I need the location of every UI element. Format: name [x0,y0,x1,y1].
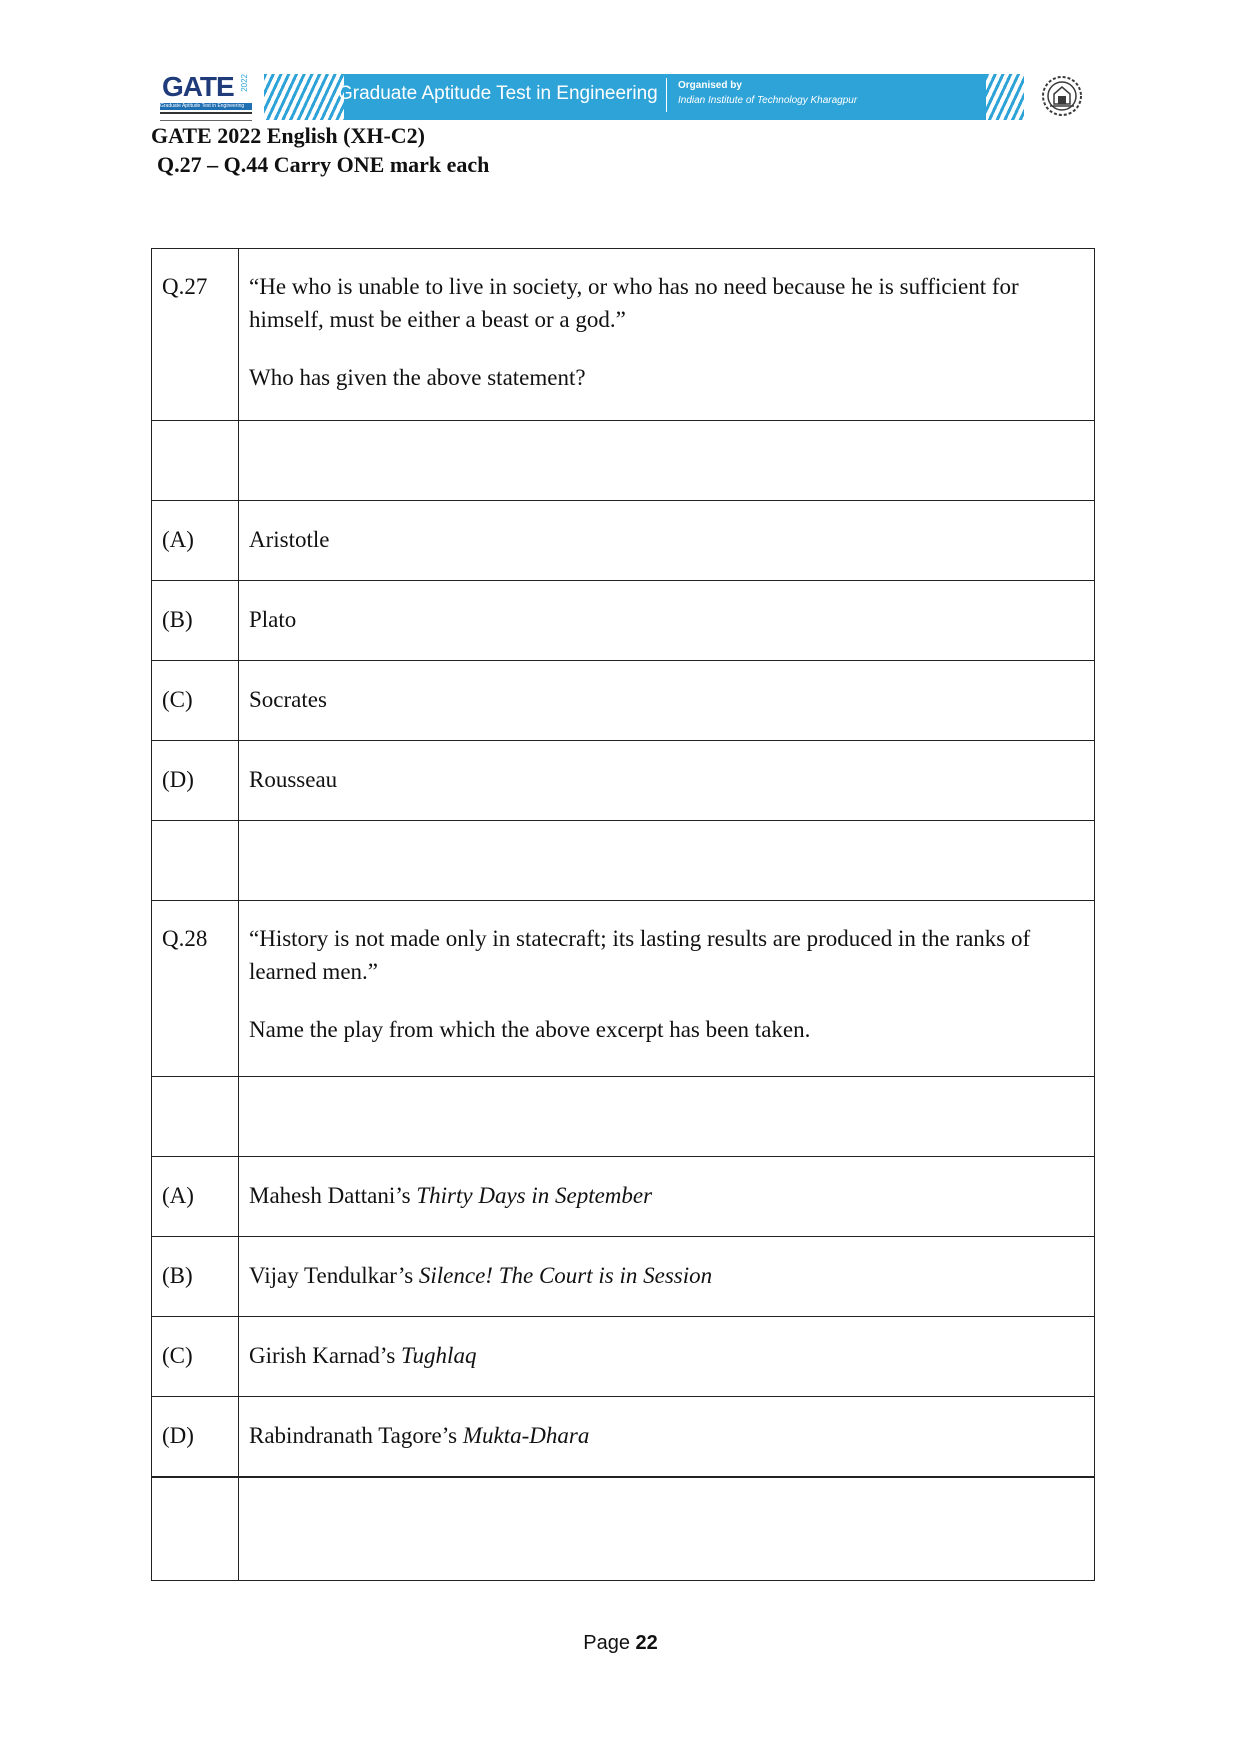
gate-logo-text: GATE [162,71,234,102]
option-author: Rabindranath Tagore’s [249,1423,463,1448]
question-number: Q.28 [152,901,239,1077]
option-row [152,1157,1095,1237]
section-title: Q.27 – Q.44 Carry ONE mark each [157,152,490,177]
document-title: GATE 2022 English (XH-C2) [151,123,426,148]
option-text: Plato [239,581,1095,661]
option-label: (B) [152,581,239,661]
question-quote: “He who is unable to live in society, or who has no need because he is sufficient for himself, must be either a beast or a god.” [249,274,1019,332]
spacer-row [152,1077,1095,1157]
option-text [239,1397,1095,1477]
option-author: Mahesh Dattani’s [249,1183,417,1208]
option-row [152,661,1095,741]
question-prompt: Who has given the above statement? [249,365,586,390]
option-text [239,1237,1095,1317]
option-label: (D) [152,1397,239,1477]
banner-organised-by: Organised by [678,80,742,91]
option-play-title: Tughlaq [401,1343,477,1368]
option-author: Girish Karnad’s [249,1343,402,1368]
option-play-title: Mukta-Dhara [462,1423,590,1448]
question-row [152,249,1095,421]
page-footer [0,1630,1241,1656]
question-quote: “History is not made only in statecraft; its lasting results are produced in the ranks of learned men.” [249,926,1031,984]
gate-logo-tagline: Graduate Aptitude Test in Engineering [160,103,252,110]
option-text [239,1157,1095,1237]
option-row [152,1397,1095,1477]
iit-emblem-icon [1040,74,1084,118]
gate-logo [160,72,256,122]
question-prompt: Name the play from which the above excerpt has been taken. [249,1017,811,1042]
option-row [152,1237,1095,1317]
gate-logo-year: 2022 [240,74,249,92]
banner-stripes-left [264,74,344,120]
option-row [152,1317,1095,1397]
header-banner [160,72,1080,122]
gate-logo-hindi-line [160,112,252,121]
page-number: 22 [635,1632,658,1654]
spacer-row [152,1477,1095,1581]
option-label: (A) [152,501,239,581]
option-author: Vijay Tendulkar’s [249,1263,419,1288]
option-label: (D) [152,741,239,821]
option-text: Socrates [239,661,1095,741]
option-row [152,581,1095,661]
banner-title: Graduate Aptitude Test in Engineering [338,83,658,104]
question-body [239,249,1095,421]
option-label: (B) [152,1237,239,1317]
question-body [239,901,1095,1077]
option-text: Rousseau [239,741,1095,821]
option-row [152,741,1095,821]
banner-stripes-right [986,74,1024,120]
option-label: (C) [152,1317,239,1397]
option-play-title: Thirty Days in September [416,1183,653,1208]
spacer-row [152,421,1095,501]
option-label: (C) [152,661,239,741]
banner-divider [666,78,667,112]
questions-table [151,248,1095,1581]
page-label: Page [583,1632,636,1654]
spacer-row [152,821,1095,901]
option-text [239,1317,1095,1397]
option-text: Aristotle [239,501,1095,581]
question-row [152,901,1095,1077]
option-label: (A) [152,1157,239,1237]
option-play-title: Silence! The Court is in Session [418,1263,713,1288]
option-row [152,501,1095,581]
banner-organiser: Indian Institute of Technology Kharagpur [678,95,858,106]
question-number: Q.27 [152,249,239,421]
